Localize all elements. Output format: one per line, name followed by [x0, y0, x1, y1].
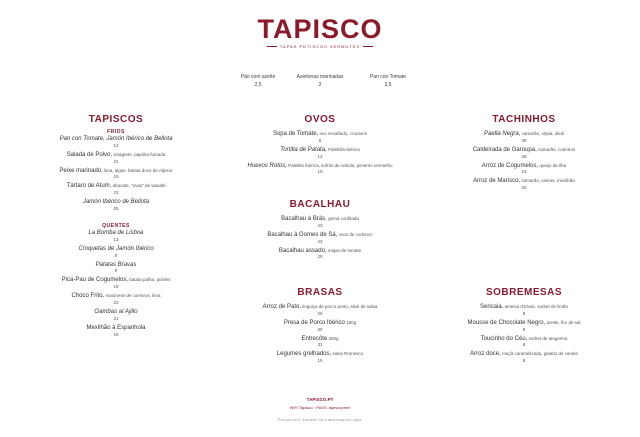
- section-title: SOBREMESAS: [485, 287, 563, 298]
- section-sobremesas: [424, 286, 624, 367]
- menu-item: Caldeirada de Garoupa, camarão, coentros: [472, 146, 576, 153]
- menu-item: Arroz de Marisco, camarão, vieiras, mexilhão: [473, 178, 575, 185]
- menu-item: Pica-Pau de Cogumelos, batata palha, pickles: [61, 277, 171, 284]
- item-price: 19: [113, 331, 119, 337]
- section-brasas: [220, 286, 420, 367]
- section-title: BRASAS: [297, 287, 343, 298]
- logo: TAPISCO: [257, 14, 383, 44]
- menu-item: Sericaia, ameixa d'Elvas, sorbet de limão: [480, 304, 568, 310]
- footer-website[interactable]: TAPISCO.PT: [306, 397, 334, 402]
- menu-item: La Bomba de Lisboa: [88, 229, 144, 236]
- section-title: TACHINHOS: [492, 114, 556, 125]
- menu-item: Huevos Rotos, Paletilla Ibérica, sofrito de cebola, pimento vermelho: [247, 162, 393, 169]
- menu-item: Pan con Tomate, Jamón Ibérico de Bellota: [59, 136, 173, 142]
- item-price: 28: [521, 153, 527, 159]
- section-title: TAPISCOS: [88, 114, 144, 125]
- footer-legal: Preços em €, incluem IVA à taxa legal em vigor.: [277, 417, 363, 422]
- menu-item: Bacalhau à Brás, gema confitada: [281, 216, 359, 222]
- item-price: 9: [114, 252, 118, 258]
- menu-item: Tártaro de Atum, abacate, "ovas" de wasabi: [66, 183, 166, 190]
- item-price: 29: [317, 310, 323, 316]
- item-price: 12: [113, 142, 119, 148]
- starter-item: Pão com azeite 2,5: [240, 74, 276, 88]
- menu-item: Choco Frito, maionese de coentros, lima: [71, 293, 161, 300]
- item-price: 19: [113, 174, 119, 180]
- item-price: 19: [113, 284, 119, 290]
- footer-wifi: WIFI Tapisco · PASS: tapiscopreel: [289, 405, 351, 410]
- section-tapiscos: [16, 113, 216, 341]
- section-title: OVOS: [304, 114, 336, 125]
- menu-item: Legumes grelhados, salsa Romesco: [276, 351, 364, 358]
- menu-item: Gambas al Ajillo: [94, 308, 138, 315]
- section-ovos: [220, 113, 420, 178]
- tagline: TAPAS PETISCOS VERMUTES: [0, 44, 640, 49]
- item-price: 9: [114, 268, 118, 274]
- item-price: 8: [522, 326, 526, 332]
- menu-item: Arroz de Cogumelos, queijo da Ilha: [481, 162, 567, 169]
- item-price: 19: [521, 169, 527, 175]
- menu-item: Croquetas de Jamón Ibérico: [78, 245, 154, 252]
- menu-item: Patatas Bravas: [95, 261, 137, 268]
- section-tachinhos: [424, 113, 624, 194]
- starter-item: Pan con Tomate 3,5: [369, 74, 407, 88]
- menu-item: Mousse de Chocolate Negro, azeite, flor de sal: [467, 319, 581, 326]
- item-price: 8: [522, 342, 526, 348]
- menu-item: Paella Negra, camarão, sépia, alioli: [484, 131, 564, 137]
- item-price: 21: [113, 315, 119, 321]
- item-price: 23: [317, 238, 323, 244]
- menu-item: Toucinho do Céu, sorbet de tangerina: [480, 335, 568, 342]
- item-price: 30: [317, 326, 323, 332]
- item-price: 8: [318, 137, 322, 143]
- item-price: 8: [522, 358, 526, 364]
- item-price: 8: [522, 310, 526, 316]
- starter-item: Azeitonas marinadas 2: [296, 74, 344, 88]
- menu-item: Peixe marinado, lima, algas, batata doce de Aljezur: [59, 167, 173, 174]
- item-price: 19: [317, 169, 323, 175]
- menu-item: Salada de Polvo, vinagrete, paprika fumada: [66, 151, 166, 158]
- item-price: 13: [113, 236, 119, 242]
- item-price: 22: [113, 299, 119, 305]
- item-price: 23: [317, 222, 323, 228]
- menu-item: Jamón Ibérico de Bellota: [82, 199, 150, 206]
- menu-item: Mexilhão à Espanhola: [86, 324, 146, 331]
- menu-item: Arroz de Pato, linguiça de porco preto, alioli de salsa: [262, 304, 378, 310]
- section-title: BACALHAU: [289, 199, 351, 210]
- menu-item: Entrecôte 300g: [301, 335, 339, 342]
- menu-item: Bacalhau à Gomes de Sá, ovos de codorniz: [267, 231, 373, 238]
- menu-item: Arroz doce, maçã caramelizada, gelado de canela: [470, 351, 578, 358]
- item-price: 25: [113, 205, 119, 211]
- menu-item: Tortilla de Patata, Palettilla Ibérica: [280, 146, 360, 153]
- item-price: 33: [521, 185, 527, 191]
- item-price: 21: [113, 158, 119, 164]
- item-price: 23: [113, 190, 119, 196]
- item-price: 15: [317, 358, 323, 364]
- item-price: 13: [317, 153, 323, 159]
- section-bacalhau: [220, 198, 420, 263]
- item-price: 31: [317, 342, 323, 348]
- item-price: 39: [521, 137, 527, 143]
- subsection-title: FRIOS: [107, 129, 125, 135]
- menu-item: Presa de Porco Ibérico 150g: [283, 319, 357, 326]
- menu-item: Bacalhau assado, migas de tomate: [278, 247, 362, 254]
- menu-item: Sopa de Tomate, ovo escalfado, croutons: [272, 131, 368, 137]
- subsection-title: QUENTES: [102, 222, 130, 229]
- item-price: 25: [317, 254, 323, 260]
